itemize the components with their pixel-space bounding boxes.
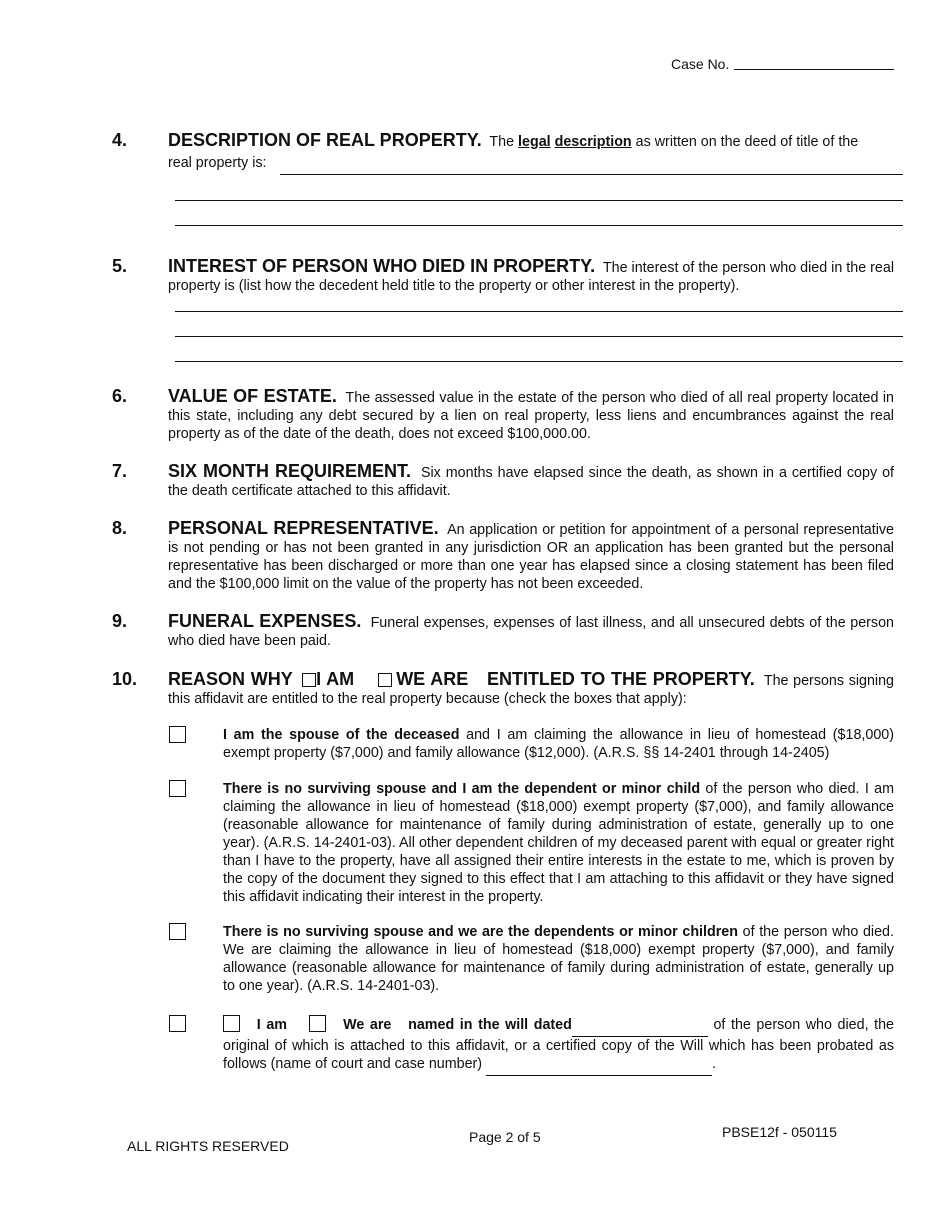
option-3-text: of the person who died. We are claiming the allowance in lieu of homestead ($18,000) exempt property ($7,000), and family allowance (reasonable allowance for maintenance of family during administration of estate, generally up to one year). (A.R.S. 14-2401-03). [223, 924, 894, 994]
i-am-checkbox[interactable] [302, 673, 316, 687]
case-no-field[interactable] [734, 69, 894, 70]
section-6-number: 6. [112, 386, 128, 406]
rights-reserved: ALL RIGHTS RESERVED [127, 1138, 289, 1154]
section-8 [168, 519, 894, 593]
section-10-heading-entitled: ENTITLED TO THE PROPERTY. [486, 669, 755, 689]
court-case-field[interactable] [486, 1057, 712, 1076]
section-4-heading: DESCRIPTION OF REAL PROPERTY. [168, 130, 482, 150]
page-number: Page 2 of 5 [469, 1129, 541, 1145]
interest-line-2[interactable] [175, 336, 903, 337]
option-2-text: of the person who died. I am claiming the allowance in lieu of homestead ($18,000) exempt property ($7,000), and family allowance (reasonable allowance for maintenance of family during administration of estate, generally up to one year). (A.R.S. 14-2401-03). All other dependent children of my deceased parent with equal or greater right than I have to the property, have all assigned their entire interests in the estate to me, which is proven by the copy of the document they signed to this effect that I am attaching to this affidavit or they have signed this affidavit indicating their interest in the property. [223, 781, 894, 905]
section-4 [168, 131, 894, 151]
section-7 [168, 462, 894, 500]
we-are-checkbox[interactable] [378, 673, 392, 687]
property-description-line-3[interactable] [175, 225, 903, 226]
form-code: PBSE12f - 050115 [722, 1124, 837, 1140]
section-10-text: The persons signing this affidavit are entitled to the real property because (check the boxes that apply): [168, 673, 894, 707]
section-5-number: 5. [112, 256, 128, 276]
section-4-text-post: as written on the deed of title of the [635, 134, 859, 150]
property-description-line-1[interactable] [280, 174, 903, 175]
section-4-text-pre: The [489, 134, 515, 150]
option-1 [223, 726, 894, 762]
section-9-number: 9. [112, 611, 128, 631]
section-9 [168, 612, 894, 650]
section-10 [168, 670, 894, 708]
will-checkbox[interactable] [169, 1015, 186, 1032]
will-i-am-checkbox[interactable] [223, 1015, 240, 1032]
option-4-text1: of the person who died, the original of which is attached to this affidavit, or a certified copy of the Will which has been probated as follows (name of court and case number) [223, 1017, 895, 1072]
section-4-number: 4. [112, 130, 128, 150]
spouse-checkbox[interactable] [169, 726, 186, 743]
section-10-heading-reason: REASON WHY [168, 669, 293, 689]
section-7-heading: SIX MONTH REQUIREMENT. [168, 461, 411, 481]
option-1-text: and I am claiming the allowance in lieu of homestead ($18,000) exempt property ($7,000) and family allowance ($12,000). (A.R.S. §§ 14-2401 through 14-2405) [223, 727, 894, 761]
section-5 [168, 257, 894, 295]
will-we-are-checkbox[interactable] [309, 1015, 326, 1032]
section-8-text: An application or petition for appointment of a personal representative is not pending or has not been granted in any jurisdiction OR an application has been granted but the personal representative has been discharged or more than one year has elapsed since a closing statement has been filed and the $100,000 limit on the value of the property has not been exceeded. [168, 522, 894, 592]
interest-line-1[interactable] [175, 311, 903, 312]
section-7-number: 7. [112, 461, 128, 481]
section-9-heading: FUNERAL EXPENSES. [168, 611, 362, 631]
section-10-heading-we-are: WE ARE [396, 669, 469, 689]
option-4-we-are: We are [343, 1017, 392, 1033]
section-6-text: The assessed value in the estate of the person who died of all real property located in this state, including any debt secured by a lien on real property, less liens and encumbrances against the real property as of the date of the death, does not exceed $100,000.00. [168, 390, 894, 442]
section-4-legal: legal [518, 134, 551, 150]
section-4-description: description [554, 134, 632, 150]
property-description-line-2[interactable] [175, 200, 903, 201]
section-6 [168, 387, 894, 443]
dependent-child-checkbox[interactable] [169, 780, 186, 797]
section-10-number: 10. [112, 669, 138, 689]
will-date-field[interactable] [572, 1018, 708, 1037]
option-4 [223, 1015, 894, 1076]
interest-line-3[interactable] [175, 361, 903, 362]
option-3 [223, 923, 894, 995]
option-1-bold: I am the spouse of the deceased [223, 727, 460, 743]
section-7-text: Six months have elapsed since the death, as shown in a certified copy of the death certificate attached to this affidavit. [168, 465, 894, 499]
section-10-heading-i-am: I AM [316, 669, 355, 689]
section-8-number: 8. [112, 518, 128, 538]
section-8-heading: PERSONAL REPRESENTATIVE. [168, 518, 439, 538]
option-4-end: . [712, 1056, 717, 1072]
option-2-bold: There is no surviving spouse and I am the dependent or minor child [223, 781, 701, 797]
option-3-bold: There is no surviving spouse and we are the dependents or minor children [223, 924, 738, 940]
section-6-heading: VALUE OF ESTATE. [168, 386, 337, 406]
option-4-i-am: I am [256, 1017, 287, 1033]
option-2 [223, 780, 894, 906]
case-no-label: Case No. [671, 56, 730, 72]
section-9-text: Funeral expenses, expenses of last illness, and all unsecured debts of the person who died have been paid. [168, 615, 894, 649]
section-5-heading: INTEREST OF PERSON WHO DIED IN PROPERTY. [168, 256, 596, 276]
section-5-text: The interest of the person who died in the real property is (list how the decedent held title to the property or other interest in the property). [168, 260, 895, 294]
section-4-line2: real property is: [168, 155, 267, 171]
dependents-checkbox[interactable] [169, 923, 186, 940]
option-4-named: named in the will dated [408, 1017, 572, 1033]
